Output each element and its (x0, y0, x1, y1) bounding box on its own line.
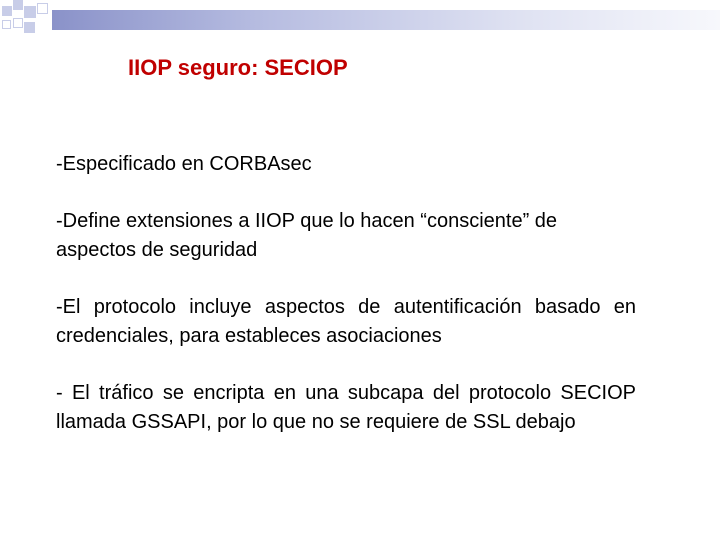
decor-square (13, 0, 23, 10)
header-gradient-bar (52, 10, 720, 30)
slide-title: IIOP seguro: SECIOP (128, 55, 348, 80)
decor-square (24, 22, 35, 33)
decor-square-outline (13, 18, 23, 28)
bullet-paragraph: -Especificado en CORBAsec (56, 153, 312, 175)
decor-square (24, 6, 36, 18)
decor-square-outline (37, 3, 48, 14)
decor-square (2, 6, 12, 16)
slide-body (56, 150, 636, 465)
decor-square-outline (2, 20, 11, 29)
bullet-paragraph: -Define extensiones a IIOP que lo hacen “consciente” de aspectos de seguridad (56, 210, 558, 261)
bullet-paragraph: -El protocolo incluye aspectos de autentificación basado en credenciales, para estableces asociaciones (56, 296, 636, 347)
bullet-paragraph: - El tráfico se encripta en una subcapa del protocolo SECIOP llamada GSSAPI, por lo que no se requiere de SSL debajo (56, 382, 636, 433)
